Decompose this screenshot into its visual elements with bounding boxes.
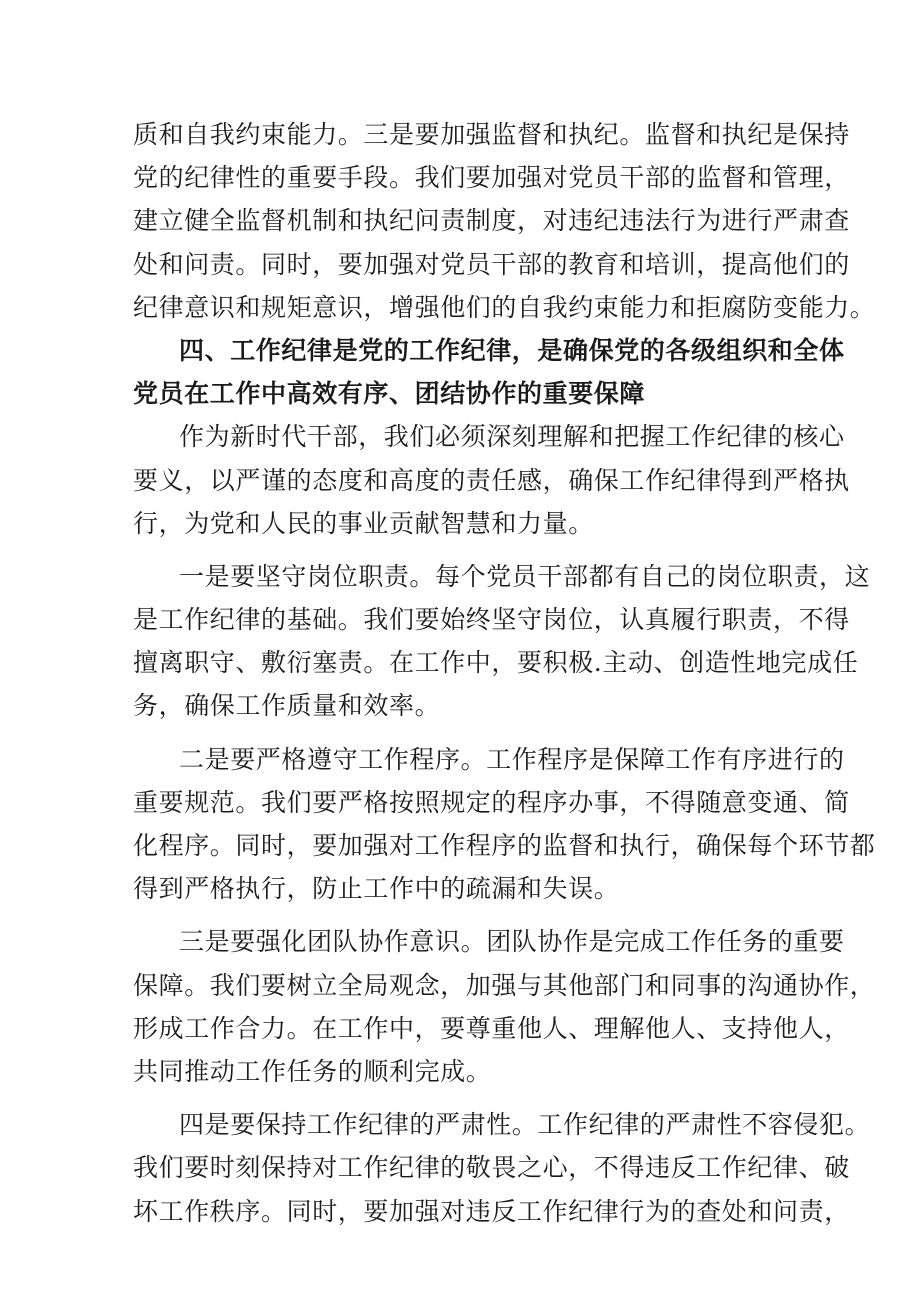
- paragraph-line: 行，为党和人民的事业贡献智慧和力量。: [133, 508, 594, 538]
- paragraph-line: 作为新时代干部，我们必须深刻理解和把握工作纪律的核心: [179, 422, 845, 452]
- paragraph-line: 务，确保工作质量和效率。: [133, 691, 441, 721]
- paragraph-line: 化程序。同时，要加强对工作程序的监督和执行，确保每个环节都: [133, 831, 876, 860]
- paragraph-line: 形成工作合力。在工作中，要尊重他人、理解他人、支持他人，: [133, 1013, 850, 1043]
- paragraph-line: 擅离职守、敷衍塞责。在工作中，要积极.主动、创造性地完成任: [133, 648, 859, 678]
- paragraph-line: 要义，以严谨的态度和高度的责任感，确保工作纪律得到严格执: [133, 465, 850, 495]
- paragraph-line: 重要规范。我们要严格按照规定的程序办事，不得随意变通、简: [133, 787, 850, 817]
- paragraph-line: 处和问责。同时，要加强对党员干部的教育和培训，提高他们的: [133, 249, 850, 279]
- section-heading-line: 四、工作纪律是党的工作纪律，是确保党的各级组织和全体: [179, 335, 845, 365]
- paragraph-line: 保障。我们要树立全局观念，加强与其他部门和同事的沟通协作，: [133, 970, 876, 1000]
- paragraph-line: 建立健全监督机制和执纪问责制度，对违纪违法行为进行严肃查: [133, 206, 850, 236]
- paragraph-line: 我们要时刻保持对工作纪律的敬畏之心，不得违反工作纪律、破: [133, 1153, 850, 1183]
- paragraph-line: 坏工作秩序。同时，要加强对违反工作纪律行为的查处和问责，: [133, 1196, 850, 1226]
- document-page: [133, 113, 876, 1233]
- paragraph-line: 四是要保持工作纪律的严肃性。工作纪律的严肃性不容侵犯。: [179, 1110, 871, 1140]
- section-heading-line: 党员在工作中高效有序、团结协作的重要保障: [133, 379, 646, 409]
- paragraph-line: 是工作纪律的基础。我们要始终坚守岗位，认真履行职责，不得: [133, 605, 850, 635]
- paragraph-line: 纪律意识和规矩意识，增强他们的自我约束能力和拒腐防变能力。: [133, 292, 876, 322]
- paragraph-line: 共同推动工作任务的顺利完成。: [133, 1056, 492, 1086]
- paragraph-line: 一是要坚守岗位职责。每个党员干部都有自己的岗位职责，这: [179, 561, 871, 591]
- paragraph-line: 质和自我约束能力。三是要加强监督和执纪。监督和执纪是保持: [133, 120, 850, 149]
- paragraph-line: 二是要严格遵守工作程序。工作程序是保障工作有序进行的: [179, 744, 845, 774]
- paragraph-line: 党的纪律性的重要手段。我们要加强对党员干部的监督和管理，: [133, 163, 850, 193]
- paragraph-line: 得到严格执行，防止工作中的疏漏和失误。: [133, 874, 620, 904]
- paragraph-line: 三是要强化团队协作意识。团队协作是完成工作任务的重要: [179, 927, 845, 957]
